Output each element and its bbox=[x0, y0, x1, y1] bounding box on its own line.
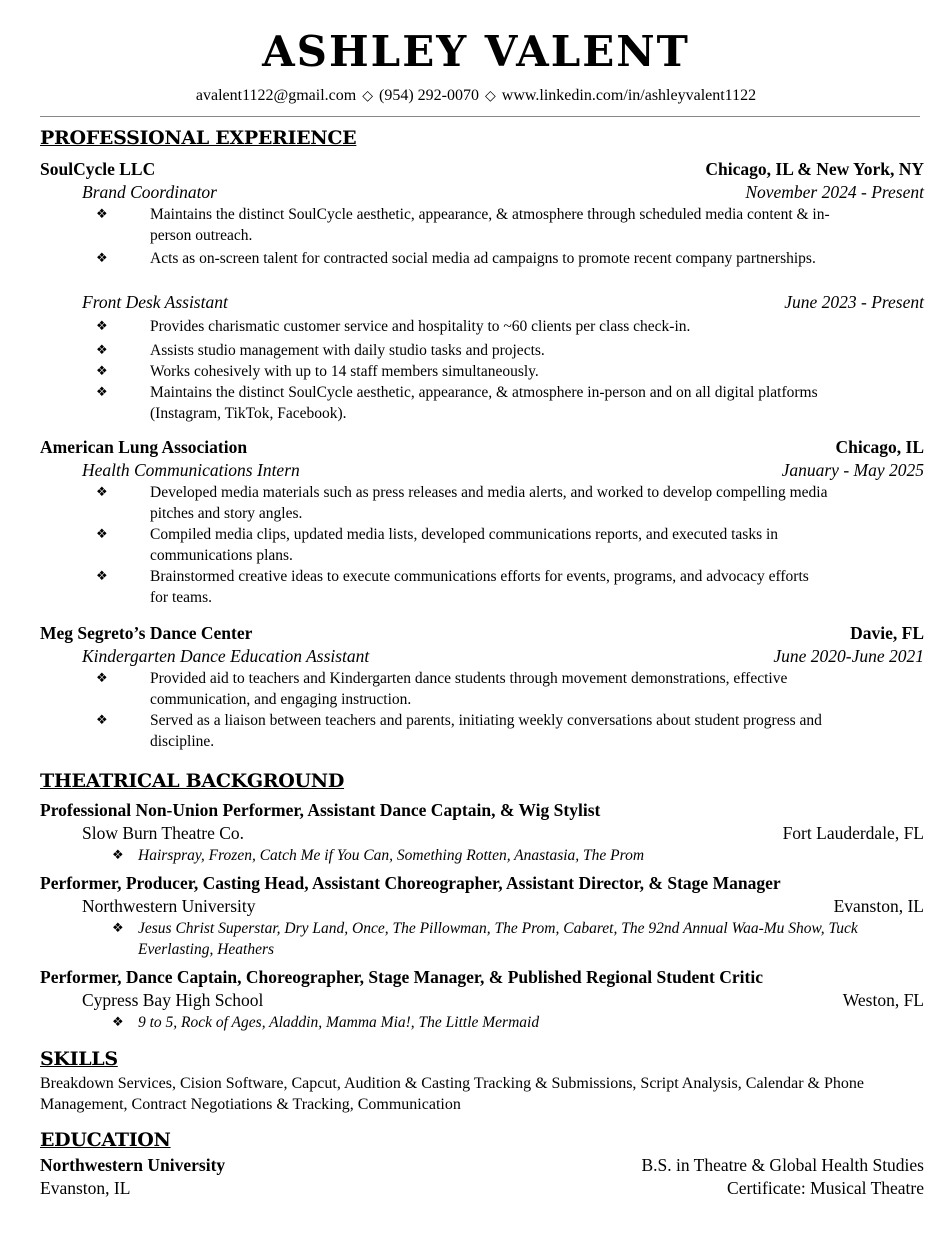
theatre-role-list: Performer, Dance Captain, Choreographer, Stage Manager, & Published Regional Student Critic bbox=[40, 967, 763, 987]
section-title-experience: PROFESSIONAL EXPERIENCE bbox=[40, 127, 357, 149]
theatre-company: Cypress Bay High School bbox=[82, 990, 264, 1010]
school-name: Northwestern University bbox=[40, 1155, 226, 1175]
bullet-icon: ❖ bbox=[112, 921, 124, 936]
list-item bbox=[96, 524, 830, 566]
education-row bbox=[40, 1154, 924, 1176]
job-org: American Lung Association bbox=[40, 437, 248, 457]
section-title-skills: SKILLS bbox=[40, 1048, 118, 1070]
diamond-separator-icon: ◇ bbox=[484, 88, 496, 104]
email[interactable]: avalent1122@gmail.com bbox=[195, 87, 357, 104]
bullet-icon: ❖ bbox=[96, 364, 108, 379]
bullet-text: Provided aid to teachers and Kindergarten dance students through movement demonstrations, effective communication, and engaging instruction. bbox=[150, 670, 788, 708]
bullet-icon: ❖ bbox=[112, 1015, 124, 1030]
bullet-icon: ❖ bbox=[96, 569, 108, 584]
bullet-icon: ❖ bbox=[96, 527, 108, 542]
show-list: 9 to 5, Rock of Ages, Aladdin, Mamma Mia!, The Little Mermaid bbox=[138, 1014, 540, 1031]
theatre-company-row bbox=[40, 822, 924, 844]
bullet-icon: ❖ bbox=[96, 251, 108, 266]
bullet-icon: ❖ bbox=[96, 385, 108, 400]
list-item bbox=[96, 382, 830, 424]
show-list: Jesus Christ Superstar, Dry Land, Once, The Pillowman, The Prom, Cabaret, The 92nd Annual Waa-Mu Show, Tuck Everlasting, Heathers bbox=[138, 920, 858, 958]
contact-line bbox=[0, 86, 952, 106]
theatre-role-list: Performer, Producer, Casting Head, Assistant Choreographer, Assistant Director, & Stage Manager bbox=[40, 873, 781, 893]
role-dates: June 2020-June 2021 bbox=[773, 646, 924, 666]
list-item bbox=[96, 361, 830, 382]
theatre-location: Weston, FL bbox=[842, 990, 924, 1010]
degree: B.S. in Theatre & Global Health Studies bbox=[641, 1155, 924, 1175]
role-dates: November 2024 - Present bbox=[745, 182, 924, 202]
bullet-icon: ❖ bbox=[96, 485, 108, 500]
bullet-text: Maintains the distinct SoulCycle aesthetic, appearance, & atmosphere through scheduled media content & in-person outreach. bbox=[150, 206, 830, 244]
header-divider bbox=[40, 116, 920, 117]
list-item bbox=[112, 918, 902, 960]
theatre-roles bbox=[40, 799, 924, 821]
theatre-company: Slow Burn Theatre Co. bbox=[82, 823, 245, 843]
role-title: Health Communications Intern bbox=[82, 460, 300, 480]
diamond-separator-icon: ◇ bbox=[362, 88, 373, 104]
bullet-icon: ❖ bbox=[96, 713, 108, 728]
show-list: Hairspray, Frozen, Catch Me if You Can, Something Rotten, Anastasia, The Prom bbox=[138, 847, 645, 864]
role-title: Brand Coordinator bbox=[82, 182, 217, 202]
bullet-text: Served as a liaison between teachers and parents, initiating weekly conversations about student progress and discipline. bbox=[150, 712, 822, 750]
job-location: Chicago, IL bbox=[835, 437, 924, 457]
list-item bbox=[112, 1012, 902, 1033]
bullet-text: Provides charismatic customer service and hospitality to ~60 clients per class check-in. bbox=[150, 318, 691, 335]
role-dates: June 2023 - Present bbox=[784, 292, 924, 312]
certificate: Certificate: Musical Theatre bbox=[727, 1178, 924, 1198]
job-location: Chicago, IL & New York, NY bbox=[705, 159, 924, 179]
theatre-location: Evanston, IL bbox=[833, 896, 924, 916]
bullet-text: Developed media materials such as press releases and media alerts, and worked to develop compelling media pitches and story angles. bbox=[150, 484, 828, 522]
list-item bbox=[96, 710, 830, 752]
section-title-education: EDUCATION bbox=[40, 1129, 171, 1151]
bullet-icon: ❖ bbox=[96, 319, 108, 334]
role-dates: January - May 2025 bbox=[781, 460, 924, 480]
role-title: Front Desk Assistant bbox=[82, 292, 228, 312]
list-item bbox=[96, 482, 830, 524]
job-header bbox=[40, 436, 924, 458]
theatre-company: Northwestern University bbox=[82, 896, 256, 916]
role-header bbox=[40, 645, 924, 667]
list-item bbox=[96, 340, 830, 361]
bullet-text: Maintains the distinct SoulCycle aesthetic, appearance, & atmosphere in-person and on all digital platforms (Instagram, TikTok, Facebook). bbox=[150, 384, 818, 422]
list-item bbox=[96, 248, 830, 269]
theatre-roles bbox=[40, 966, 924, 988]
bullet-text: Assists studio management with daily studio tasks and projects. bbox=[150, 342, 545, 359]
bullet-icon: ❖ bbox=[96, 343, 108, 358]
list-item bbox=[96, 316, 830, 337]
list-item bbox=[112, 845, 902, 866]
job-org: SoulCycle LLC bbox=[40, 159, 156, 179]
bullet-text: Brainstormed creative ideas to execute communications efforts for events, programs, and advocacy efforts for teams. bbox=[150, 568, 809, 606]
list-item bbox=[96, 204, 830, 246]
theatre-roles bbox=[40, 872, 924, 894]
phone: (954) 292-0070 bbox=[379, 87, 479, 104]
list-item bbox=[96, 566, 830, 608]
theatre-location: Fort Lauderdale, FL bbox=[782, 823, 924, 843]
candidate-name: ASHLEY VALENT bbox=[262, 27, 690, 76]
school-location: Evanston, IL bbox=[40, 1178, 131, 1198]
bullet-text: Compiled media clips, updated media lists, developed communications reports, and executed tasks in communications plans. bbox=[150, 526, 779, 564]
bullet-text: Acts as on-screen talent for contracted social media ad campaigns to promote recent company partnerships. bbox=[150, 250, 816, 267]
role-title: Kindergarten Dance Education Assistant bbox=[82, 646, 370, 666]
theatre-company-row bbox=[40, 989, 924, 1011]
theatre-company-row bbox=[40, 895, 924, 917]
role-header bbox=[40, 459, 924, 481]
job-location: Davie, FL bbox=[850, 623, 924, 643]
education-row bbox=[40, 1177, 924, 1199]
list-item bbox=[96, 668, 830, 710]
role-header bbox=[40, 181, 924, 203]
role-header bbox=[40, 291, 924, 313]
linkedin-link[interactable]: www.linkedin.com/in/ashleyvalent1122 bbox=[501, 87, 757, 104]
job-header bbox=[40, 158, 924, 180]
bullet-icon: ❖ bbox=[96, 207, 108, 222]
job-org: Meg Segreto’s Dance Center bbox=[40, 623, 253, 643]
bullet-text: Works cohesively with up to 14 staff members simultaneously. bbox=[150, 363, 539, 380]
bullet-icon: ❖ bbox=[96, 671, 108, 686]
job-header bbox=[40, 622, 924, 644]
bullet-icon: ❖ bbox=[112, 848, 124, 863]
skills-list: Breakdown Services, Cision Software, Capcut, Audition & Casting Tracking & Submissions, Script Analysis, Calendar & Phone Management, Contract Negotiations & Tracking, Communication bbox=[40, 1075, 864, 1113]
theatre-role-list: Professional Non-Union Performer, Assistant Dance Captain, & Wig Stylist bbox=[40, 800, 601, 820]
section-title-theatre: THEATRICAL BACKGROUND bbox=[40, 770, 345, 792]
